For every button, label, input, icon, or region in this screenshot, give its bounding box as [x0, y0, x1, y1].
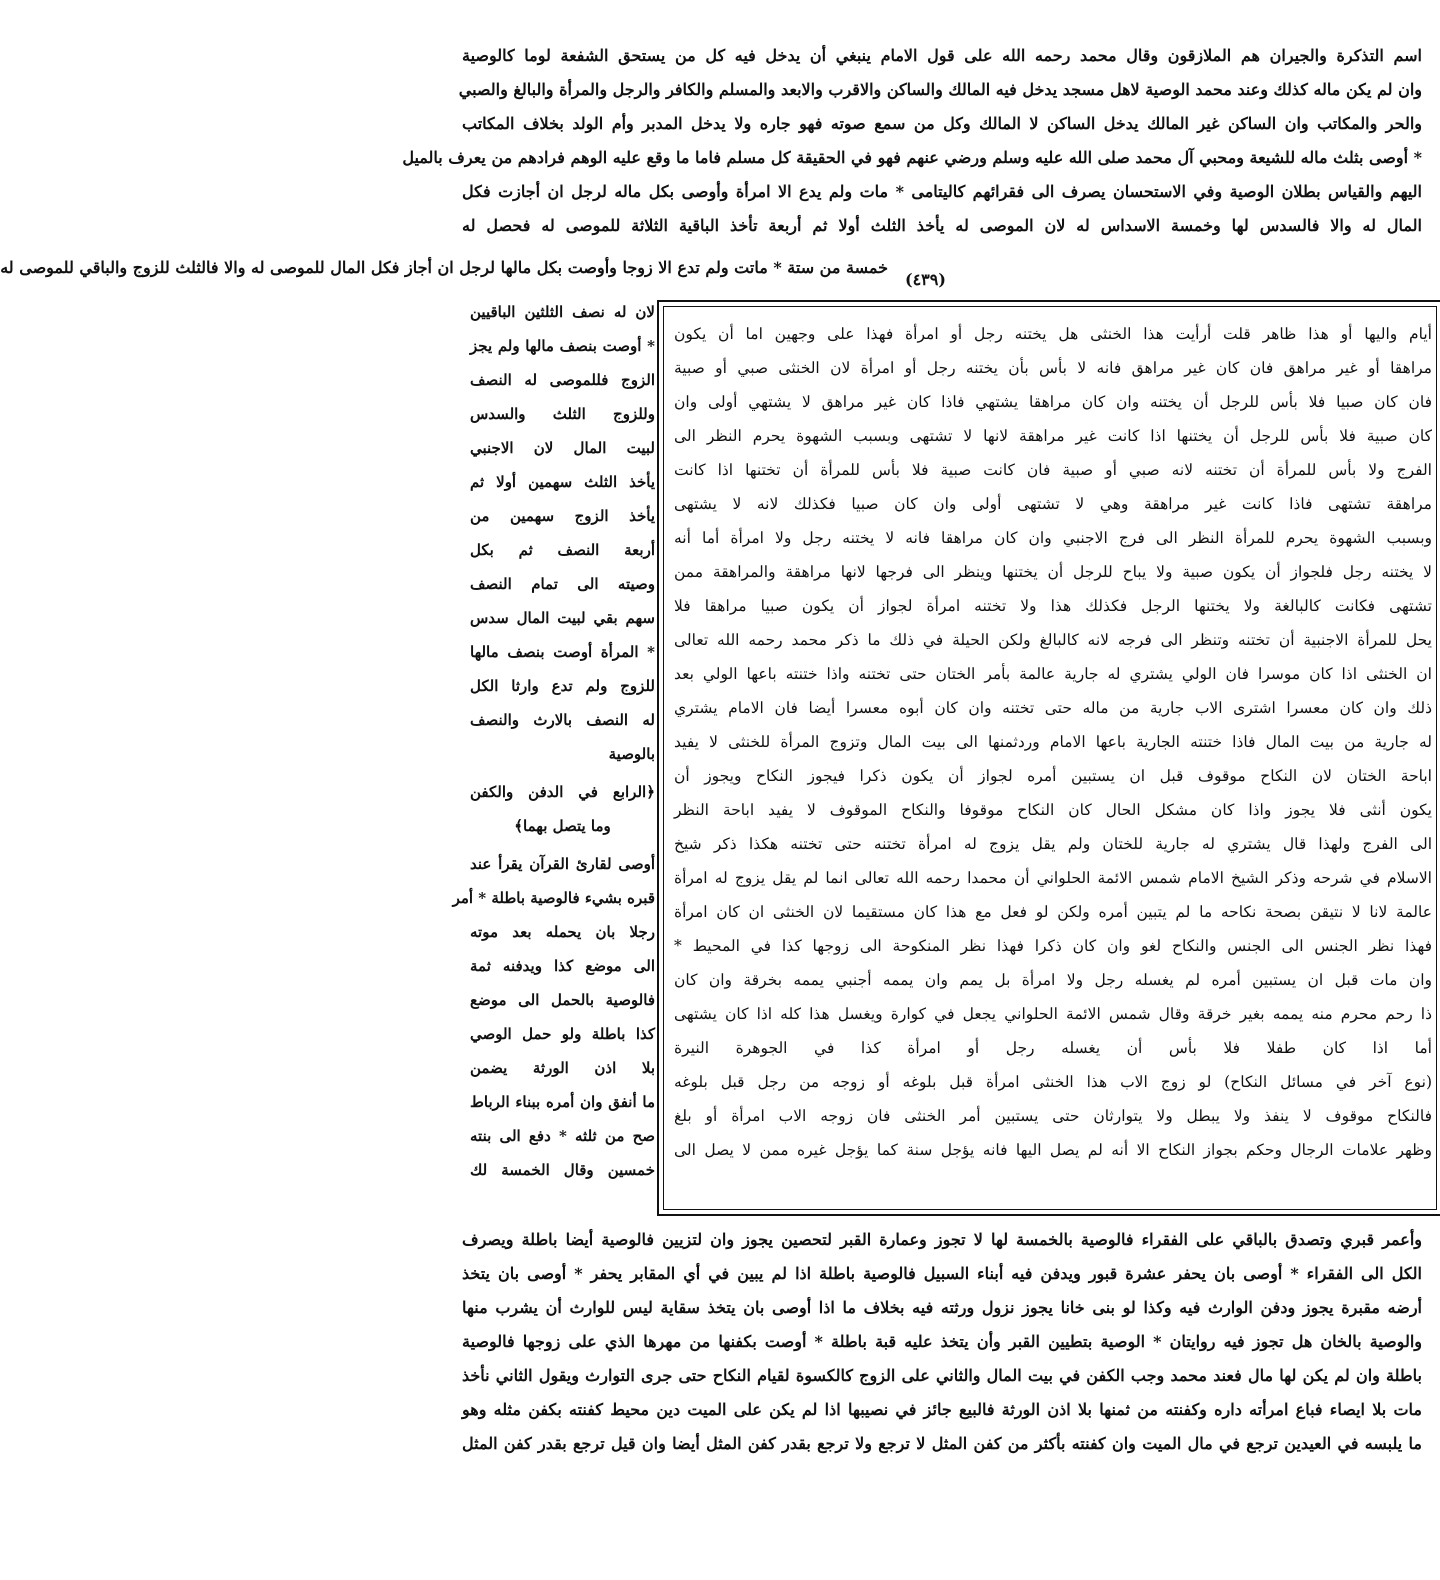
- box-line: ذا رحم محرم منه يممه بغير خرقة وقال شمس الائمة الحلواني يجعل في كوارة ويغسل هذا كله اذا كان يشتهى: [674, 1005, 1432, 1023]
- box-line: عالمة لانا لا نتيقن بصحة نكاحه ما لم يتبين أمره ولكن لو فعل مع هذا كان مستقيما لان الخنثى ان كان امرأة: [674, 903, 1432, 921]
- side-line: كذا باطلة ولو حمل الوصي: [470, 1025, 655, 1043]
- box-line: (نوع آخر في مسائل النكاح) لو زوج الاب هذا الخنثى امرأة قبل بلوغه أو زوجه من رجل قبل بلوغه: [674, 1073, 1432, 1091]
- box-line: فهذا نظر الجنس الى الجنس والنكاح لغو وان كان ذكرا فهذا نظر المنكوحة الى زوجها كذا في المحيط *: [674, 937, 1432, 955]
- box-line: أيام واليها أو هذا ظاهر قلت أرأيت هذا الخنثى هل يختنه رجل أو امرأة فهذا على وجهين اما أن يكون: [674, 325, 1432, 343]
- section-heading: ﴿الرابع في الدفن والكفن: [470, 783, 655, 801]
- side-line: أربعة النصف ثم بكل: [470, 541, 655, 559]
- side-line: أوصى لقارئ القرآن يقرأ عند: [470, 855, 655, 873]
- bottom-line: أرضه مقبرة يجوز ودفن الوارث فيه وكذا لو بنى خانا يجوز نزول ورثته فيه بخلاف ما اذا أوصى بان يتخذ سقاية ليس للوارث أن يشرب منها: [462, 1298, 1422, 1317]
- side-line: للزوج ولم تدع وارثا الكل: [470, 677, 655, 695]
- side-line: يأخذ الثلث سهمين أولا ثم: [470, 473, 655, 491]
- box-line: يحل للمرأة الاجنبية أن تختنه وتنظر الى فرجه لانه كالبالغ ولكن الحيلة في ذلك ما ذكر محمد رحمه الله تعالى: [674, 631, 1432, 649]
- box-line: أما اذا كان طفلا فلا بأس أن يغسله رجل أو امرأة كذا في الجوهرة النيرة: [674, 1039, 1432, 1057]
- top-line: خمسة من ستة * ماتت ولم تدع الا زوجا وأوصت بكل مالها لرجل ان أجاز فكل المال للموصى له والا فالثلث للزوج والباقي للموصى له: [0, 258, 888, 277]
- top-line: اليهم والقياس بطلان الوصية وفي الاستحسان يصرف الى فقرائهم كاليتامى * مات ولم يدع الا امرأة وأوصى بكل ماله لرجل ان أجازت فكل: [462, 182, 1422, 201]
- bottom-line: وأعمر قبري وتصدق بالباقي على الفقراء فالوصية بالخمسة لها لا تجوز وعمارة القبر لتحصين يجوز وان لتزيين فالوصية أيضا باطلة ويصرف: [462, 1230, 1422, 1249]
- side-line: صح من ثلثه * دفع الى بنته: [470, 1127, 655, 1145]
- box-line: مراهقا أو غير مراهق فان كان غير مراهق فانه لا بأس بأن يختنه رجل أو امرأة لان الخنثى صبي أو صبية: [674, 359, 1432, 377]
- side-line: فالوصية بالحمل الى موضع: [470, 991, 655, 1009]
- side-line: * أوصت بنصف مالها ولم يجز: [470, 337, 655, 355]
- top-line: والحر والمكاتب وان الساكن غير المالك يدخل الساكن لا المالك وكل من سمع صوته فهو جاره ولا يدخل المدبر وأم الولد بخلاف المكاتب: [462, 114, 1422, 133]
- box-line: الفرج ولا بأس للمرأة أن تختنه لانه صبي أو صبية فان كانت صبية فلا بأس للمرأة أن تختنها اذا كانت: [674, 461, 1432, 479]
- bottom-line: باطلة وان لم يكن لها مال فعند محمد وجب الكفن في بيت المال والثاني على الزوج كالكسوة لقيام النكاح حتى جرى التوارث ويقول الثاني نأخذ: [462, 1366, 1422, 1385]
- side-line: قبره بشيء فالوصية باطلة * أمر: [452, 889, 655, 907]
- box-line: ذلك وان كان معسرا اشترى الاب جارية من ماله حتى تختنه وان كان أبوه معسرا أيضا فان الامام يشتري: [674, 699, 1432, 717]
- box-line: وظهر علامات الرجال وحكم بجواز النكاح الا أنه لم يصل اليها فانه يؤجل سنة كما يؤجل غيره ممن لا يصل الى: [674, 1141, 1432, 1159]
- side-line: وللزوج الثلث والسدس: [470, 405, 655, 423]
- side-line: وصيته الى تمام النصف: [470, 575, 655, 593]
- top-line: اسم التذكرة والجيران هم الملازقون وقال محمد رحمه الله على قول الامام ينبغي أن يدخل فيه كل من يستحق الشفعة لوما كالوصية: [462, 46, 1422, 65]
- side-line: ما أنفق وان أمره ببناء الرباط: [470, 1093, 655, 1111]
- box-line: له جارية من بيت المال فاذا ختنته الجارية باعها الامام وردثمنها الى بيت المال وتزوج المرأة للخنثى لا يفيد: [674, 733, 1432, 751]
- box-line: ان الخنثى اذا كان موسرا فان الولي يشتري له جارية عالمة بأمر الختان حتى تختنه واذا ختنته باعها الولي بعد: [674, 665, 1432, 683]
- top-line: * أوصى بثلث ماله للشيعة ومحبي آل محمد صلى الله عليه وسلم ورضي عنهم فهو في الحقيقة كل مسلم فاما ما وقع عليه الوهم فرادهم من يعرف بالميل: [402, 148, 1422, 167]
- side-line: الزوج فللموصى له النصف: [470, 371, 655, 389]
- side-line: رجلا بان يحمله بعد موته: [470, 923, 655, 941]
- bottom-line: مات بلا ايصاء فباع امرأته داره وكفنته من ثمنها بلا اذن الورثة فالبيع جائز في نصيبها اذا لم يكن على الميت دين محيط كفنته بكفن مثله وهو: [462, 1400, 1422, 1419]
- box-line: فالنكاح موقوف لا ينفذ ولا يبطل ولا يتوارثان حتى يستبين أمر الخنثى فان زوجه الاب امرأة أو بلغ: [674, 1107, 1432, 1125]
- bottom-line: والوصية بالخان هل تجوز فيه روايتان * الوصية بتطيين القبر وأن يتخذ عليه قبة باطلة * أوصت بكفنها من مهرها الذي على زوجها فالوصية: [462, 1332, 1422, 1351]
- box-line: تشتهى فكانت كالبالغة ولا يختنها الرجل فكذلك هذا ولا تختنه امرأة لجواز أن يكون صبيا مراهقا فلا: [674, 597, 1432, 615]
- side-line: يأخذ الزوج سهمين من: [470, 507, 655, 525]
- side-line: بلا اذن الورثة يضمن: [470, 1059, 655, 1077]
- box-line: كان صبية فلا بأس للرجل أن يختنها اذا كانت غير مراهقة لانها لا تشتهى وبسبب الشهوة يحرم النظر الى: [674, 427, 1432, 445]
- side-line: لبيت المال لان الاجنبي: [470, 439, 655, 457]
- side-line: خمسين وقال الخمسة لك: [470, 1161, 655, 1179]
- side-line: سهم بقي لبيت المال سدس: [470, 609, 655, 627]
- box-line: لا يختنه رجل فلجواز أن يكون صبية ولا يباح للرجل أن يختنها وينظر الى فرجها لانها مراهقة والمراهقة ممن: [674, 563, 1432, 581]
- bottom-line: ما يلبسه في العيدين ترجع في مال الميت وان كفنته بأكثر من كفن المثل لا ترجع ولا ترجع بقدر كفن المثل أيضا وان قيل ترجع بقدر كفن المثل: [462, 1434, 1422, 1453]
- bottom-line: الكل الى الفقراء * أوصى بان يحفر عشرة قبور ويدفن فيه أبناء السبيل فالوصية باطلة اذا لم يبين في أي المقابر يحفر * أوصى بان يتخذ: [462, 1264, 1422, 1283]
- top-line: وان لم يكن ماله كذلك وعند محمد الوصية لاهل مسجد يدخل فيه المالك والساكن والاقرب والابعد والمسلم والكافر والرجل والمرأة والبالغ والصبي: [458, 80, 1422, 99]
- box-line: يكون أنثى فلا يجوز واذا كان مشكل الحال كان النكاح موقوفا والنكاح الموقوف لا يفيد اباحة النظر: [674, 801, 1432, 819]
- box-line: الاسلام في شرحه وذكر الشيخ الامام شمس الائمة الحلواني أن محمدا رحمه الله تعالى انما لم يقل يزوج له امرأة: [674, 869, 1432, 887]
- section-heading: وما يتصل بهما﴾: [514, 817, 611, 835]
- side-line: له النصف بالارث والنصف: [470, 711, 655, 729]
- top-line: المال له والا فالسدس لها وخمسة الاسداس له لان الموصى له يأخذ الثلث أولا ثم أربعة تأخذ الباقية الثلاثة للموصى له فحصل له: [462, 216, 1423, 235]
- box-line: مراهقة تشتهى فاذا كانت غير مراهقة وهي لا تشتهى أولى وان كان صبيا فكذلك لانه لا يشتهى: [674, 495, 1432, 513]
- box-line: وبسبب الشهوة يحرم للمرأة النظر الى فرج الاجنبي وان كان مراهقا فانه لا يختنه رجل ولا امرأة أما أنه: [674, 529, 1432, 547]
- side-line: الى موضع كذا ويدفنه ثمة: [470, 957, 655, 975]
- page-number: (٤٣٩): [905, 270, 946, 289]
- side-line: لان له نصف الثلثين الباقيين: [470, 303, 655, 321]
- box-line: وان مات قبل ان يستبين أمره لم يغسله رجل ولا امرأة بل يمم وان يممه أجنبي يممه بخرقة وان كان: [674, 971, 1432, 989]
- box-line: الى الفرج ولهذا قال يشتري له جارية للختان ولم يقل يزوج له امرأة تختنه حتى تختنه هكذا ذكر شيخ: [674, 835, 1432, 853]
- box-line: فان كان صبيا فلا بأس للرجل أن يختنه وان كان مراهقا يشتهي فاذا كان غير مراهق لا يشتهي أولى وان: [674, 393, 1432, 411]
- side-line: * المرأة أوصت بنصف مالها: [470, 643, 655, 661]
- box-line: اباحة الختان لان النكاح موقوف قبل ان يستبين أمره لجواز أن يكون ذكرا فيجوز النكاح ويجوز أن: [674, 767, 1432, 785]
- side-line: بالوصية: [608, 745, 655, 763]
